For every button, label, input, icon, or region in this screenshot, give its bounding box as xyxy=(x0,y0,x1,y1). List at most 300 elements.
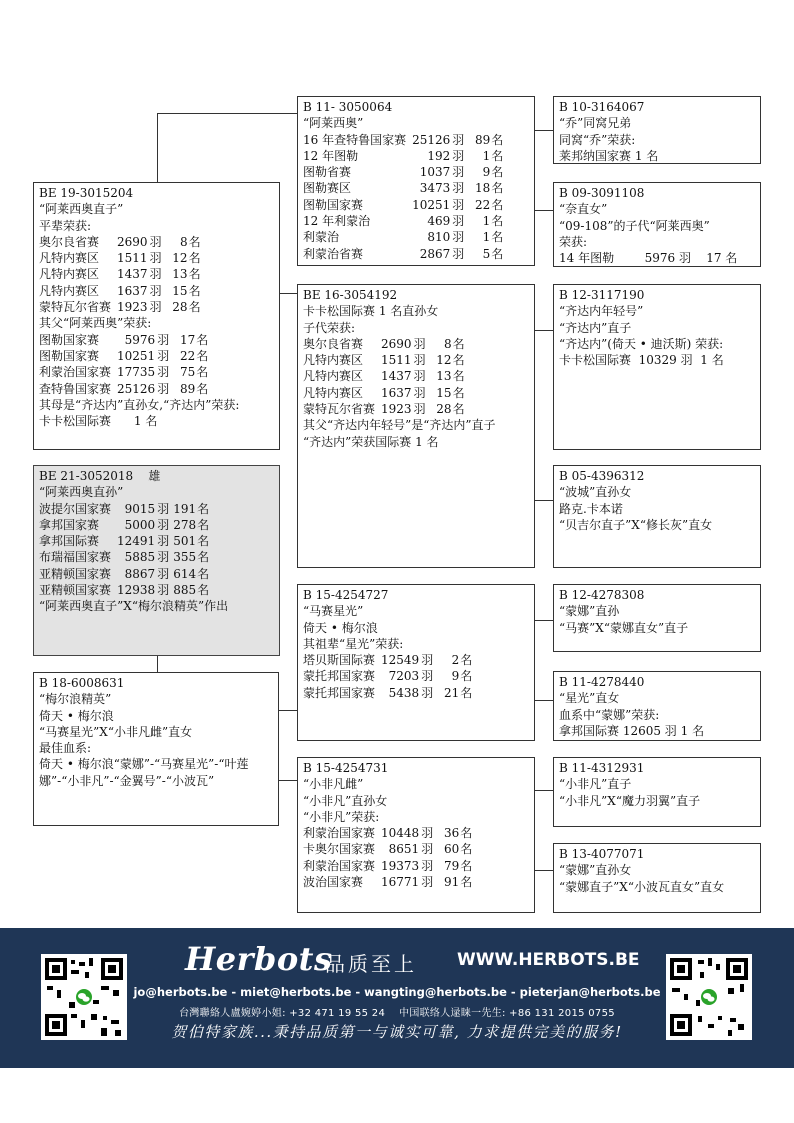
race-name: 凡特内赛区 xyxy=(303,385,364,400)
rank-unit: 名 xyxy=(197,534,210,549)
unit-label: 羽 xyxy=(452,181,465,196)
results-table xyxy=(303,336,465,417)
ring-number: BE 19-3015204 xyxy=(39,186,134,200)
rank-value: 191 xyxy=(173,501,197,516)
ring-number: B 12-3117190 xyxy=(559,288,645,302)
rank-unit: 名 xyxy=(452,369,465,384)
rank-value: 36 xyxy=(443,826,460,841)
info-line: “乔”同窝兄弟 xyxy=(559,116,632,131)
bird-count: 2867 xyxy=(419,246,451,261)
rank-unit: 名 xyxy=(460,685,473,700)
section-label: 其祖辈“星光”荣获: xyxy=(303,636,404,651)
unit-label: 羽 xyxy=(413,353,426,368)
result-row xyxy=(303,841,472,857)
race-name: 拿邦国际赛 xyxy=(39,534,100,549)
bird-count: 12938 xyxy=(117,583,156,598)
bird-count: 25126 xyxy=(117,381,156,396)
ring-number: B 05-4396312 xyxy=(559,469,645,483)
result-row xyxy=(303,164,503,180)
rank-value: 8 xyxy=(179,234,188,249)
rank-unit: 名 xyxy=(491,181,504,196)
rank-unit: 名 xyxy=(460,653,473,668)
rank-unit: 名 xyxy=(188,300,201,315)
unit-label: 羽 xyxy=(413,402,426,417)
rank-value: 17 xyxy=(179,332,196,347)
rank-unit: 名 xyxy=(491,165,504,180)
result-row xyxy=(303,148,503,164)
unit-label: 羽 xyxy=(421,826,434,841)
bird-count: 5438 xyxy=(388,685,420,700)
bird-count: 1923 xyxy=(381,402,412,417)
connector xyxy=(157,656,158,672)
pedigree-box-mss xyxy=(553,584,761,652)
info-line: 莱邦纳国家赛 1 名 xyxy=(559,148,659,163)
info-line: 卡卡松国际赛 1 名 xyxy=(39,414,158,429)
result-row xyxy=(303,229,503,245)
pigeon-name: “阿莱西奥直子” xyxy=(39,202,124,217)
bird-count: 1637 xyxy=(117,283,148,298)
results-table xyxy=(39,234,201,315)
connector xyxy=(535,790,553,791)
rank-unit: 名 xyxy=(196,332,209,347)
race-name: 蒙特瓦尔省赛 xyxy=(303,402,376,417)
unit-label: 羽 xyxy=(157,517,170,532)
results-table xyxy=(39,332,208,397)
info-line: “马赛星光” xyxy=(303,604,364,619)
race-name: 塔贝斯国际赛 xyxy=(303,653,376,668)
brand-logo: Herbots xyxy=(185,940,333,978)
pedigree-box-sire-sire xyxy=(553,96,761,164)
race-name: 卡奥尔国家赛 xyxy=(303,842,376,857)
website-link[interactable]: WWW.HERBOTS.BE xyxy=(457,950,640,970)
bird-count: 12549 xyxy=(381,653,420,668)
unit-label: 羽 xyxy=(421,858,434,873)
unit-label: 羽 xyxy=(157,550,170,565)
rank-value: 355 xyxy=(173,550,197,565)
bird-count: 16771 xyxy=(381,875,420,890)
connector xyxy=(157,113,158,183)
result-row xyxy=(303,874,472,890)
rank-unit: 名 xyxy=(491,230,504,245)
connector xyxy=(535,130,553,131)
info-line: “波城”直孙女 xyxy=(559,485,632,500)
unit-label: 羽 xyxy=(413,336,426,351)
race-name: 波治国家赛 xyxy=(303,875,364,890)
rank-unit: 名 xyxy=(197,583,210,598)
result-row xyxy=(39,381,208,397)
rank-unit: 名 xyxy=(452,353,465,368)
results-table xyxy=(303,825,472,890)
race-name: 拿邦国家赛 xyxy=(39,517,100,532)
bird-count: 10448 xyxy=(381,826,420,841)
result-row xyxy=(303,213,503,229)
rank-value: 8 xyxy=(443,336,452,351)
unit-label: 羽 xyxy=(421,669,434,684)
bird-count: 8867 xyxy=(124,566,156,581)
ring-number: B 15-4254727 xyxy=(303,588,389,602)
bird-count: 3473 xyxy=(419,181,451,196)
rank-value: 15 xyxy=(172,283,188,298)
race-name: 图勒国家赛 xyxy=(39,348,100,363)
tagline: 贺伯特家族...秉持品质第一与诚实可靠, 力求提供完美的服务! xyxy=(171,1023,623,1041)
rank-value: 885 xyxy=(173,583,197,598)
race-name: 利蒙治国家赛 xyxy=(39,365,112,380)
result-row xyxy=(39,582,209,598)
race-name: 图勒国家赛 xyxy=(39,332,100,347)
race-name: 凡特内赛区 xyxy=(39,251,100,266)
result-row xyxy=(303,858,472,874)
rank-value: 22 xyxy=(179,348,196,363)
race-name: 蒙托邦国家赛 xyxy=(303,685,376,700)
bird-count: 19373 xyxy=(381,858,420,873)
unit-label: 羽 xyxy=(157,534,170,549)
unit-label: 羽 xyxy=(421,842,434,857)
unit-label: 羽 xyxy=(452,132,465,147)
bird-count: 192 xyxy=(427,148,451,163)
result-row xyxy=(39,332,208,348)
race-name: 图勒国家赛 xyxy=(303,197,364,212)
info-line: 拿邦国际赛 12605 羽 1 名 xyxy=(559,723,705,738)
info-line: “星光”直女 xyxy=(559,691,620,706)
bird-count: 1437 xyxy=(117,267,148,282)
unit-label: 羽 xyxy=(157,501,170,516)
rank-value: 75 xyxy=(179,365,196,380)
unit-label: 羽 xyxy=(421,875,434,890)
unit-label: 羽 xyxy=(149,283,162,298)
section-label: 最佳血系: xyxy=(39,741,92,756)
rank-value: 614 xyxy=(173,566,197,581)
bird-count: 5976 xyxy=(124,332,156,347)
ring-number: B 09-3091108 xyxy=(559,186,645,200)
ring-number: B 11-4278440 xyxy=(559,675,645,689)
race-name: 凡特内赛区 xyxy=(303,353,364,368)
rank-unit: 名 xyxy=(452,402,465,417)
pedigree-box-dd xyxy=(553,465,761,568)
bird-count: 1923 xyxy=(117,300,148,315)
result-row xyxy=(303,336,465,352)
rank-unit: 名 xyxy=(460,875,473,890)
rank-value: 1 xyxy=(482,230,491,245)
info-line: “小非凡”直子 xyxy=(559,777,632,792)
info-line: 倚天 • 梅尔浪“蒙娜”-“马赛星光”-“叶莲娜”-“小非凡”-“金翼号”-“小波瓦” xyxy=(39,757,249,788)
rank-value: 18 xyxy=(475,181,491,196)
rank-unit: 名 xyxy=(197,566,210,581)
info-line: 卡卡松国际赛 1 名直孙女 xyxy=(303,304,439,319)
rank-value: 22 xyxy=(475,197,491,212)
pigeon-name: “阿莱西奥直孙” xyxy=(39,485,124,500)
rank-unit: 名 xyxy=(197,550,210,565)
connector xyxy=(535,500,553,501)
result-row xyxy=(39,364,208,380)
race-name: 凡特内赛区 xyxy=(39,283,100,298)
result-row xyxy=(303,352,465,368)
bird-count: 17735 xyxy=(117,365,156,380)
rank-value: 9 xyxy=(482,165,491,180)
rank-value: 12 xyxy=(436,353,452,368)
rank-value: 2 xyxy=(451,653,460,668)
unit-label: 羽 xyxy=(452,246,465,261)
rank-unit: 名 xyxy=(197,517,210,532)
rank-value: 60 xyxy=(443,842,460,857)
rank-unit: 名 xyxy=(452,385,465,400)
info-line: “马赛星光”X“小非凡雌”直女 xyxy=(39,724,193,739)
rank-value: 1 xyxy=(482,214,491,229)
rank-unit: 名 xyxy=(188,234,201,249)
connector xyxy=(279,710,297,711)
connector xyxy=(280,293,297,294)
connector xyxy=(535,330,553,331)
result-row xyxy=(303,652,472,668)
unit-label: 羽 xyxy=(452,214,465,229)
bird-count: 2690 xyxy=(117,234,148,249)
bird-count: 1511 xyxy=(117,251,148,266)
email-list[interactable]: jo@herbots.be - miet@herbots.be - wangting@herbots.be - pieterjan@herbots.be xyxy=(133,985,661,999)
brand-row xyxy=(185,940,640,978)
result-row xyxy=(39,250,201,266)
rank-value: 28 xyxy=(172,300,188,315)
info-line: 倚天 • 梅尔浪 xyxy=(303,620,378,635)
info-line: “齐达内”(倚天 • 迪沃斯) 荣获: xyxy=(559,336,724,351)
brand-slogan: 品质至上 xyxy=(325,952,417,976)
result-row xyxy=(303,197,503,213)
pedigree-box-mother-dam xyxy=(297,757,535,913)
info-line: 同窝“乔”荣获: xyxy=(559,132,636,147)
ring-number: B 18-6008631 xyxy=(39,676,125,690)
race-name: 利蒙治 xyxy=(303,230,340,245)
pedigree-box-msd xyxy=(553,671,761,741)
rank-unit: 名 xyxy=(491,197,504,212)
rank-unit: 名 xyxy=(196,348,209,363)
rank-value: 501 xyxy=(173,534,197,549)
info-line: “马赛”X“蒙娜直女”直子 xyxy=(559,620,689,635)
race-name: 12 年图勒 xyxy=(303,148,359,163)
ring-number: B 13-4077071 xyxy=(559,847,645,861)
pedigree-box-mdd xyxy=(553,843,761,913)
pedigree-box-mother-sire xyxy=(297,584,535,741)
unit-label: 羽 xyxy=(452,148,465,163)
race-name: 利蒙治省赛 xyxy=(303,246,364,261)
race-name: 查特鲁国家赛 xyxy=(39,381,112,396)
rank-unit: 名 xyxy=(491,132,504,147)
info-line: “蒙娜直子”X“小波瓦直女”直女 xyxy=(559,879,725,894)
info-line: 其母是“齐达内”直孙女,“齐达内”荣获: xyxy=(39,397,240,412)
pedigree-box-mother xyxy=(33,672,279,826)
race-name: 布瑞福国家赛 xyxy=(39,550,112,565)
contact-info: 台灣聯絡人盧婉婷小姐: +32 471 19 55 24 中国联络人逯睐一先生: +86 131 2015 0755 xyxy=(179,1008,615,1019)
race-name: 蒙特瓦尔省赛 xyxy=(39,300,112,315)
section-label: 子代荣获: xyxy=(303,320,356,335)
unit-label: 羽 xyxy=(149,300,162,315)
connector xyxy=(535,620,553,621)
pedigree-box-ds xyxy=(553,284,761,450)
rank-unit: 名 xyxy=(188,251,201,266)
rank-value: 79 xyxy=(443,858,460,873)
race-name: 利蒙治国家赛 xyxy=(303,826,376,841)
bird-count: 7203 xyxy=(388,669,420,684)
bird-count: 5885 xyxy=(124,550,156,565)
result-row xyxy=(303,685,472,701)
bird-count: 25126 xyxy=(412,132,451,147)
unit-label: 羽 xyxy=(157,566,170,581)
unit-label: 羽 xyxy=(452,197,465,212)
unit-label: 羽 xyxy=(413,369,426,384)
race-name: 蒙托邦国家赛 xyxy=(303,669,376,684)
rank-unit: 名 xyxy=(460,842,473,857)
result-row xyxy=(303,401,465,417)
unit-label: 羽 xyxy=(421,653,434,668)
unit-label: 羽 xyxy=(149,234,162,249)
race-name: 16 年查特鲁国家赛 xyxy=(303,132,407,147)
bird-count: 1511 xyxy=(381,353,412,368)
result-row xyxy=(39,266,201,282)
rank-value: 21 xyxy=(443,685,460,700)
ring-number: BE 16-3054192 xyxy=(303,288,398,302)
result-row xyxy=(39,517,209,533)
info-line: “蒙娜”直孙女 xyxy=(559,863,632,878)
rank-value: 13 xyxy=(172,267,188,282)
connector xyxy=(535,210,553,211)
rank-value: 1 xyxy=(482,148,491,163)
bird-count: 1037 xyxy=(419,165,451,180)
bird-count: 469 xyxy=(427,214,451,229)
pedigree-box-father xyxy=(33,182,280,450)
unit-label: 羽 xyxy=(157,332,170,347)
footer-banner xyxy=(0,928,794,1068)
bird-count: 2690 xyxy=(381,336,412,351)
rank-unit: 名 xyxy=(197,501,210,516)
bird-count: 810 xyxy=(427,230,451,245)
pedigree-box-subject xyxy=(33,465,280,656)
ring-number: B 15-4254731 xyxy=(303,761,389,775)
info-line: 倚天 • 梅尔浪 xyxy=(39,708,114,723)
unit-label: 羽 xyxy=(421,685,434,700)
unit-label: 羽 xyxy=(413,385,426,400)
unit-label: 羽 xyxy=(452,230,465,245)
ring-number: B 10-3164067 xyxy=(559,100,645,114)
bird-count: 10251 xyxy=(117,348,156,363)
connector xyxy=(279,780,297,781)
rank-value: 89 xyxy=(475,132,491,147)
result-row xyxy=(39,549,209,565)
results-table xyxy=(303,652,472,701)
unit-label: 羽 xyxy=(149,267,162,282)
bird-count: 9015 xyxy=(124,501,156,516)
result-row xyxy=(39,533,209,549)
results-table xyxy=(303,132,503,262)
rank-unit: 名 xyxy=(452,336,465,351)
info-line: 路克.卡本诺 xyxy=(559,501,623,516)
unit-label: 羽 xyxy=(157,381,170,396)
rank-value: 9 xyxy=(451,669,460,684)
info-line: “小非凡雌” xyxy=(303,777,364,792)
pedigree-box-sire-dam xyxy=(553,182,761,267)
info-line: “09-108”的子代“阿莱西奥” xyxy=(559,218,710,233)
info-line: 14 年图勒 5976 羽 17 名 xyxy=(559,251,738,266)
result-row xyxy=(39,501,209,517)
pedigree-box-sire xyxy=(297,96,535,266)
results-table xyxy=(39,501,209,599)
connector xyxy=(535,870,553,871)
rank-unit: 名 xyxy=(196,381,209,396)
unit-label: 羽 xyxy=(149,251,162,266)
ring-number: B 11-4312931 xyxy=(559,761,645,775)
rank-unit: 名 xyxy=(491,148,504,163)
rank-unit: 名 xyxy=(460,826,473,841)
rank-value: 91 xyxy=(443,875,460,890)
rank-unit: 名 xyxy=(460,669,473,684)
result-row xyxy=(39,283,201,299)
rank-unit: 名 xyxy=(491,246,504,261)
race-name: 图勒赛区 xyxy=(303,181,352,196)
rank-value: 13 xyxy=(436,369,452,384)
rank-value: 278 xyxy=(173,517,197,532)
bird-count: 1637 xyxy=(381,385,412,400)
result-row xyxy=(303,180,503,196)
info-line: 血系中“蒙娜”荣获: xyxy=(559,707,660,722)
rank-value: 28 xyxy=(436,402,452,417)
rank-unit: 名 xyxy=(188,283,201,298)
pigeon-name: “梅尔浪精英” xyxy=(39,692,112,707)
pedigree-box-sire-dam-line xyxy=(297,284,535,568)
rank-unit: 名 xyxy=(491,214,504,229)
unit-label: 羽 xyxy=(157,365,170,380)
info-line: 卡卡松国际赛 10329 羽 1 名 xyxy=(559,353,724,368)
rank-unit: 名 xyxy=(460,858,473,873)
rank-value: 89 xyxy=(179,381,196,396)
rank-value: 12 xyxy=(172,251,188,266)
result-row xyxy=(39,348,208,364)
rank-unit: 名 xyxy=(196,365,209,380)
info-line: “奈直女” xyxy=(559,202,608,217)
unit-label: 羽 xyxy=(157,348,170,363)
race-name: 波提尔国家赛 xyxy=(39,501,112,516)
info-line: “蒙娜”直孙 xyxy=(559,604,620,619)
ring-number: B 12-4278308 xyxy=(559,588,645,602)
race-name: 奥尔良省赛 xyxy=(303,336,364,351)
unit-label: 羽 xyxy=(452,165,465,180)
result-row xyxy=(303,246,503,262)
race-name: 亚精顿国家赛 xyxy=(39,566,112,581)
result-row xyxy=(303,825,472,841)
connector xyxy=(157,113,297,114)
section-label: “小非凡”荣获: xyxy=(303,809,380,824)
info-line: 其父“齐达内年轻号”是“齐达内”直子 xyxy=(303,418,496,433)
race-name: 12 年利蒙治 xyxy=(303,214,371,229)
result-row xyxy=(39,299,201,315)
info-line: “贝吉尔直子”X“修长灰”直女 xyxy=(559,517,713,532)
bird-count: 8651 xyxy=(388,842,420,857)
bird-count: 12491 xyxy=(117,534,156,549)
result-row xyxy=(303,385,465,401)
unit-label: 羽 xyxy=(157,583,170,598)
info-line: “阿莱西奥直子”X“梅尔浪精英”作出 xyxy=(39,599,229,614)
race-name: 利蒙治国家赛 xyxy=(303,858,376,873)
race-name: 凡特内赛区 xyxy=(39,267,100,282)
race-name: 图勒省赛 xyxy=(303,165,352,180)
pedigree-box-mds xyxy=(553,757,761,827)
bird-count: 1437 xyxy=(381,369,412,384)
section-label: 其父“阿莱西奥”荣获: xyxy=(39,316,152,331)
result-row xyxy=(303,668,472,684)
connector xyxy=(535,700,553,701)
info-line: “小非凡”X“魔力羽翼”直子 xyxy=(559,793,701,808)
bird-count: 10251 xyxy=(412,197,451,212)
ring-number: B 11- 3050064 xyxy=(303,100,393,114)
info-line: “齐达内”荣获国际赛 1 名 xyxy=(303,434,439,449)
rank-unit: 名 xyxy=(188,267,201,282)
result-row xyxy=(303,368,465,384)
result-row xyxy=(39,566,209,582)
